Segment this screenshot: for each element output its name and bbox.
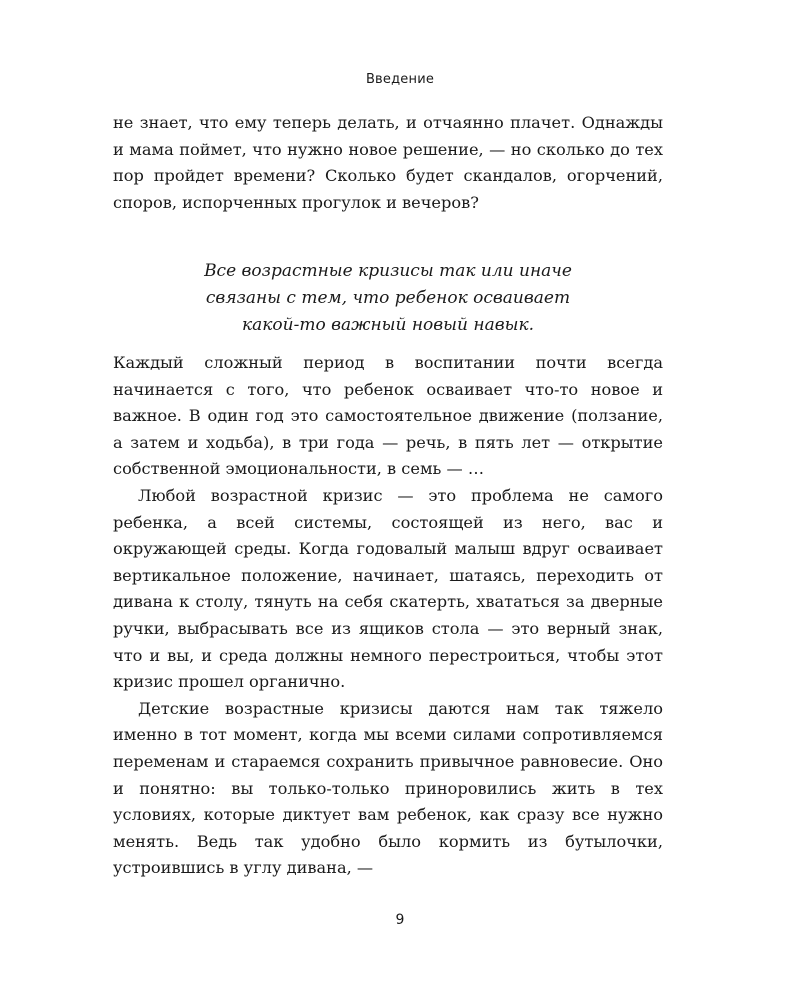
- body-paragraph-2: Каждый сложный период в воспитании почти всегда начинается с того, что ребенок осваивает что-то новое и важное. В один год это самостоятельное движение (ползание, а затем и ходьба), в три года — речь, в пять лет — открытие собственной эмоциональности, в семь — …: [113, 353, 663, 479]
- running-head-title: Введение: [365, 72, 435, 87]
- text-block-main: [113, 350, 663, 882]
- pull-quote-line-1: Все возрастные кризисы так или иначе: [204, 261, 572, 281]
- page-number: 9: [395, 912, 405, 928]
- body-paragraph-4: Детские возрастные кризисы даются нам так тяжело именно в тот момент, когда мы всеми силами сопротивляемся переменам и стараемся сохранить привычное равновесие. Оно и понятно: вы только-только приноровились жить в тех условиях, которые диктует вам ребенок, как сразу все нужно менять. Ведь так удобно было кормить из бутылочки, устроившись в углу дивана, —: [113, 698, 663, 878]
- pull-quote: [113, 258, 663, 339]
- text-block-top: [113, 110, 663, 216]
- pull-quote-line-3: какой-то важный новый навык.: [241, 315, 535, 335]
- body-paragraph-1: не знает, что ему теперь делать, и отчаянно плачет. Однажды и мама поймет, что нужно новое решение, — но сколько до тех пор пройдет времени? Сколько будет скандалов, огорчений, споров, испорченных прогулок и вечеров?: [113, 113, 663, 212]
- pull-quote-line-2: связаны с тем, что ребенок осваивает: [205, 288, 571, 308]
- body-paragraph-3: Любой возрастной кризис — это проблема не самого ребенка, а всей системы, состоящей из него, вас и окружающей среды. Когда годовалый малыш вдруг осваивает вертикальное положение, начинает, шатаясь, переходить от дивана к столу, тянуть на себя скатерть, хвататься за дверные ручки, выбрасывать все из ящиков стола — это верный знак, что и вы, и среда должны немного перестроиться, чтобы этот кризис прошел органично.: [113, 485, 663, 692]
